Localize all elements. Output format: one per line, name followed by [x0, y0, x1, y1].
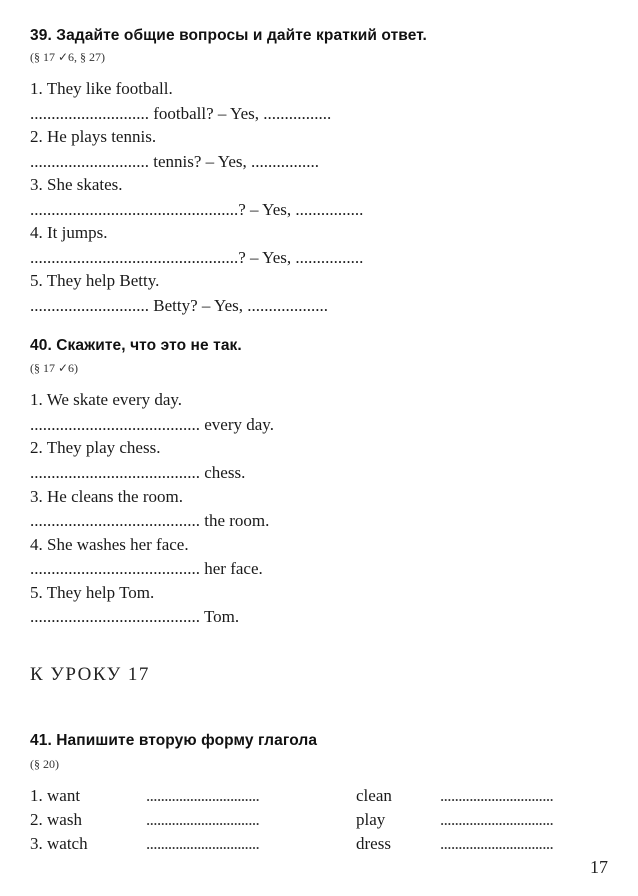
- task-39-sentence-3: 3. She skates.: [30, 175, 123, 194]
- task-40-title: 40. Скажите, что это не так.: [30, 337, 242, 354]
- task-41-title: 41. Напишите вторую форму глагола: [30, 732, 318, 749]
- verb-answer-right-2[interactable]: ...............................: [440, 810, 554, 829]
- lesson-heading: К УРОКУ 17: [30, 664, 150, 685]
- task-40-sentence-5: 5. They help Tom.: [30, 583, 155, 602]
- task-39-sentence-1: 1. They like football.: [30, 79, 173, 98]
- task-41-reference: (§ 20): [30, 757, 59, 771]
- task-40-reference: (§ 17 ✓6): [30, 361, 79, 375]
- task-39-answer-line-2[interactable]: ............................ tennis? – Yes, ................: [30, 152, 320, 171]
- task-39-answer-line-1[interactable]: ............................ football? – Yes, ................: [30, 104, 332, 123]
- page-number: 17: [590, 857, 608, 877]
- verb-right-1: clean: [356, 786, 392, 805]
- verb-right-3: dress: [356, 834, 391, 853]
- task-39-answer-line-4[interactable]: .................................................? – Yes, ................: [30, 248, 364, 267]
- task-39-sentence-2: 2. He plays tennis.: [30, 127, 157, 146]
- task-40-answer-line-3[interactable]: ........................................ the room.: [30, 511, 270, 530]
- task-39-sentence-4: 4. It jumps.: [30, 223, 108, 242]
- verb-left-1: 1. want: [30, 786, 81, 805]
- task-40-sentence-4: 4. She washes her face.: [30, 535, 189, 554]
- task-39-sentence-5: 5. They help Betty.: [30, 271, 160, 290]
- task-40-answer-line-5[interactable]: ........................................ Tom.: [30, 607, 240, 626]
- verb-answer-left-1[interactable]: ...............................: [146, 786, 260, 805]
- verb-answer-left-2[interactable]: ...............................: [146, 810, 260, 829]
- task-40-sentence-3: 3. He cleans the room.: [30, 487, 183, 506]
- verb-answer-right-3[interactable]: ...............................: [440, 834, 554, 853]
- task-39-reference: (§ 17 ✓6, § 27): [30, 50, 106, 64]
- task-39-title: 39. Задайте общие вопросы и дайте краткий ответ.: [30, 27, 427, 44]
- verb-left-2: 2. wash: [30, 810, 82, 829]
- task-40-answer-line-2[interactable]: ........................................ chess.: [30, 463, 246, 482]
- task-40-sentence-2: 2. They play chess.: [30, 438, 161, 457]
- task-40-answer-line-1[interactable]: ........................................ every day.: [30, 415, 274, 434]
- task-40-answer-line-4[interactable]: ........................................ her face.: [30, 559, 263, 578]
- verb-answer-right-1[interactable]: ...............................: [440, 786, 554, 805]
- verb-left-3: 3. watch: [30, 834, 88, 853]
- verb-answer-left-3[interactable]: ...............................: [146, 834, 260, 853]
- task-40-sentence-1: 1. We skate every day.: [30, 390, 183, 409]
- verb-right-2: play: [356, 810, 386, 829]
- task-39-answer-line-5[interactable]: ............................ Betty? – Yes, ...................: [30, 296, 328, 315]
- task-39-answer-line-3[interactable]: .................................................? – Yes, ................: [30, 200, 364, 219]
